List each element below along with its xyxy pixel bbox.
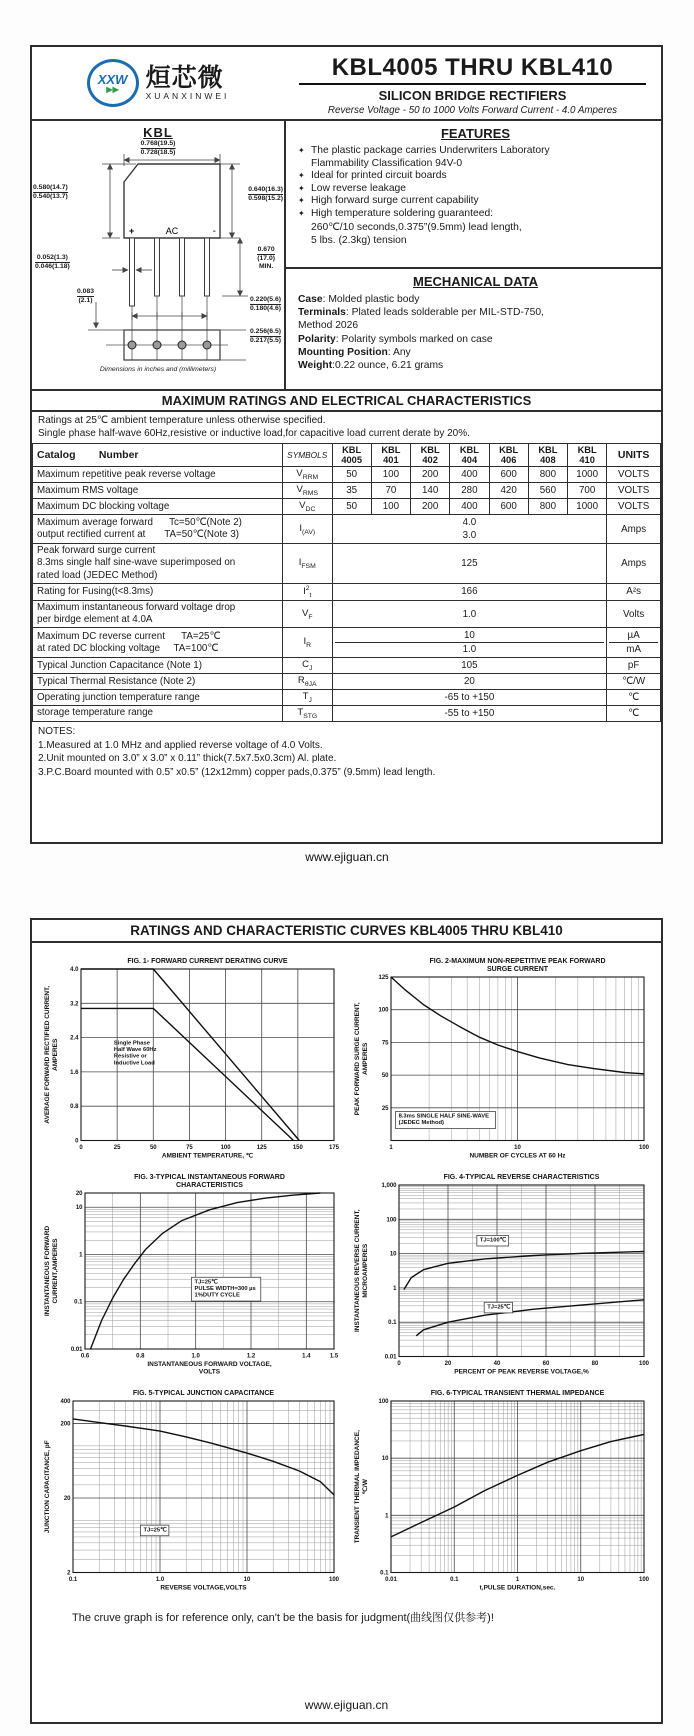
svg-text:75: 75 xyxy=(381,1040,389,1047)
fig1-chart xyxy=(40,951,346,1164)
svg-text:FIG. 6-TYPICAL TRANSIENT THERM: FIG. 6-TYPICAL TRANSIENT THERMAL IMPEDANCE xyxy=(430,1390,605,1397)
logo-monogram: XXW xyxy=(97,71,128,87)
device-column-header: KBL 4005 xyxy=(332,444,371,467)
symbol-cell: $V_{DC}$ xyxy=(282,499,332,515)
fig3-chart xyxy=(40,1167,346,1380)
feature-text: High temperature soldering guaranteed: xyxy=(311,207,494,219)
value-cell: 100 xyxy=(371,467,410,483)
units-cell: ℃ xyxy=(607,706,661,722)
fig2-figure xyxy=(350,951,658,1165)
series-line xyxy=(404,1252,644,1290)
mechanical-line: Mounting Position: Any xyxy=(298,346,411,358)
curves-box xyxy=(30,918,663,1724)
feature-bullet-icon: ✦ xyxy=(298,183,305,193)
mechanical-data-section xyxy=(286,267,661,389)
svg-text:1.0: 1.0 xyxy=(155,1577,165,1583)
svg-text:VOLTS: VOLTS xyxy=(198,1368,221,1376)
svg-text:0: 0 xyxy=(79,1145,83,1151)
table-row xyxy=(33,658,661,674)
value-cell: 800 xyxy=(528,499,567,515)
svg-text:1: 1 xyxy=(393,1285,397,1292)
svg-text:8.3ms SINGLE HALF SINE-WAVE: 8.3ms SINGLE HALF SINE-WAVE xyxy=(398,1113,489,1120)
units-header: UNITS xyxy=(607,444,661,467)
website-footer: www.ejiguan.cn xyxy=(305,850,389,864)
value-cell: 70 xyxy=(371,483,410,499)
parameter-cell: Maximum RMS voltage xyxy=(33,483,283,499)
svg-text:℃/W: ℃/W xyxy=(362,1479,369,1495)
svg-text:200: 200 xyxy=(60,1421,71,1428)
value-cell: 4.0 3.0 xyxy=(332,515,607,544)
svg-text:100: 100 xyxy=(638,1361,650,1367)
catalog-number-header: Catalog Number xyxy=(33,444,283,467)
svg-text:0.1: 0.1 xyxy=(450,1577,459,1583)
svg-text:100: 100 xyxy=(378,1007,389,1014)
svg-text:4.0: 4.0 xyxy=(70,967,79,973)
ratings-section-heading: MAXIMUM RATINGS AND ELECTRICAL CHARACTERISTICS xyxy=(32,389,661,412)
package-name: KBL xyxy=(143,125,173,140)
value-cell: 700 xyxy=(568,483,607,499)
brand-logo xyxy=(32,47,284,119)
svg-text:0.8: 0.8 xyxy=(136,1353,145,1360)
symbol-cell: $I_{FSM}$ xyxy=(282,544,332,584)
title-block xyxy=(284,47,661,119)
units-cell: Amps xyxy=(607,515,661,544)
value-cell: 105 xyxy=(332,658,607,674)
fig3-figure xyxy=(40,1167,348,1381)
svg-text:0.1: 0.1 xyxy=(74,1299,83,1306)
svg-text:1: 1 xyxy=(515,1577,520,1583)
svg-text:0: 0 xyxy=(75,1138,79,1145)
symbol-cell: $T_{STG}$ xyxy=(282,706,332,722)
svg-text:0.01: 0.01 xyxy=(384,1354,397,1361)
value-cell: 1000 xyxy=(568,499,607,515)
mechanical-line: Case: Molded plastic body xyxy=(298,294,420,305)
header xyxy=(32,47,661,121)
parameter-cell: Maximum DC reverse current TA=25℃ at rated DC blocking voltage TA=100℃ xyxy=(33,628,283,658)
svg-text:25: 25 xyxy=(381,1105,389,1112)
symbol-cell: $I^2_t$ xyxy=(282,583,332,600)
svg-text:1.6: 1.6 xyxy=(70,1069,79,1076)
lead-pin xyxy=(205,238,210,296)
soldering-detail-line: 5 lbs. (2.3kg) tension xyxy=(311,235,407,247)
parameter-cell: storage temperature range xyxy=(33,706,283,722)
svg-text:Single Phase: Single Phase xyxy=(113,1040,150,1047)
table-row xyxy=(33,600,661,627)
polarity-minus-marking: - xyxy=(212,226,216,237)
svg-text:SURGE CURRENT: SURGE CURRENT xyxy=(486,966,549,973)
symbols-header: SYMBOLS xyxy=(282,444,332,467)
fig5-figure xyxy=(40,1383,348,1597)
lead-pin xyxy=(155,238,160,296)
lead-pin xyxy=(130,238,135,306)
parameter-cell: Typical Thermal Resistance (Note 2) xyxy=(33,674,283,690)
value-cell: 50 xyxy=(332,467,371,483)
svg-text:1: 1 xyxy=(79,1252,83,1259)
value-cell: 140 xyxy=(411,483,450,499)
feature-text: Low reverse leakage xyxy=(311,182,407,194)
svg-text:1%DUTY CYCLE: 1%DUTY CYCLE xyxy=(194,1292,240,1299)
svg-text:100: 100 xyxy=(386,1217,397,1224)
fig4-chart xyxy=(350,1167,656,1380)
value-cell: 200 xyxy=(411,467,450,483)
datasheet-box xyxy=(30,45,663,844)
svg-text:MICROAMPERES: MICROAMPERES xyxy=(362,1243,369,1298)
svg-text:0.01: 0.01 xyxy=(70,1347,83,1353)
feature-bullet-icon: ✦ xyxy=(298,208,305,218)
svg-text:1.2: 1.2 xyxy=(246,1353,256,1360)
feature-bullet-icon: ✦ xyxy=(298,171,305,181)
svg-text:150: 150 xyxy=(292,1145,303,1151)
units-cell: A²s xyxy=(607,583,661,600)
parameter-cell: Operating junction temperature range xyxy=(33,690,283,706)
note-line: 2.Unit mounted on 3.0” x 3.0” x 0.11” thick(7.5x7.5x0.3cm) Al. plate. xyxy=(38,753,337,765)
svg-text:FIG. 3-TYPICAL INSTANTANEOUS F: FIG. 3-TYPICAL INSTANTANEOUS FORWARD xyxy=(134,1174,285,1181)
svg-text:CURRENT,AMPERES: CURRENT,AMPERES xyxy=(52,1238,59,1304)
feature-bullet-icon: ✦ xyxy=(298,146,305,155)
dim-label-lead-len: 0.670 (17.0) MIN. xyxy=(257,246,275,271)
curves-heading: RATINGS AND CHARACTERISTIC CURVES KBL4005 THRU KBL410 xyxy=(32,920,661,943)
symbol-cell: $V_F$ xyxy=(282,600,332,627)
svg-text:60: 60 xyxy=(542,1361,550,1367)
brand-name-en: XUANXINWEI xyxy=(145,91,230,102)
feature-item xyxy=(298,170,653,183)
svg-text:FIG. 4-TYPICAL REVERSE CHARACT: FIG. 4-TYPICAL REVERSE CHARACTERISTICS xyxy=(443,1174,600,1181)
svg-text:PEAK FORWARD SURGE CURRENT,: PEAK FORWARD SURGE CURRENT, xyxy=(354,1002,361,1116)
symbol-cell: $I_{(AV)}$ xyxy=(282,515,332,544)
package-drawing-svg xyxy=(32,140,284,362)
svg-text:10: 10 xyxy=(243,1577,251,1583)
title-divider xyxy=(299,83,646,85)
svg-text:t,PULSE DURATION,sec.: t,PULSE DURATION,sec. xyxy=(479,1584,556,1592)
svg-text:10: 10 xyxy=(389,1251,397,1258)
table-header-row xyxy=(33,444,661,467)
parameter-cell: Maximum repetitive peak reverse voltage xyxy=(33,467,283,483)
units-cell: VOLTS xyxy=(607,467,661,483)
soldering-detail-line: 260℃/10 seconds,0.375”(9.5mm) lead length, xyxy=(311,222,522,234)
svg-text:0: 0 xyxy=(397,1361,401,1367)
feature-item xyxy=(298,195,653,208)
note-line: 3.P.C.Board mounted with 0.5” x0.5” (12x12mm) copper pads,0.375” (9.5mm) lead length. xyxy=(38,766,436,778)
units-cell: ℃ xyxy=(607,690,661,706)
svg-text:1.4: 1.4 xyxy=(302,1353,311,1360)
mechanical-heading: MECHANICAL DATA xyxy=(413,274,538,289)
value-cell: 560 xyxy=(528,483,567,499)
value-cell: 420 xyxy=(489,483,528,499)
mechanical-line: Weight:0.22 ounce, 6.21 grams xyxy=(298,359,444,371)
svg-text:0.1: 0.1 xyxy=(68,1577,78,1583)
series-line xyxy=(73,1419,334,1495)
svg-text:10: 10 xyxy=(381,1456,389,1463)
value-cell: 400 xyxy=(450,499,489,515)
symbol-cell: $R_{\theta JA}$ xyxy=(282,674,332,690)
svg-text:1,000: 1,000 xyxy=(381,1183,397,1189)
svg-text:125: 125 xyxy=(256,1145,267,1151)
units-cell: VOLTS xyxy=(607,499,661,515)
polarity-plus-marking: + xyxy=(129,226,135,236)
features-list xyxy=(298,145,653,220)
svg-text:0.8: 0.8 xyxy=(70,1104,79,1111)
feature-item xyxy=(298,183,653,196)
ratings-tagline: Reverse Voltage - 50 to 1000 Volts Forward Current - 4.0 Amperes xyxy=(327,104,618,116)
logo-circle-icon xyxy=(87,59,139,107)
feature-text: High forward surge current capability xyxy=(311,195,479,207)
device-column-header: KBL 408 xyxy=(528,444,567,467)
right-column xyxy=(284,121,661,389)
polarity-ac-marking: AC xyxy=(165,226,179,236)
value-cell: 50 xyxy=(332,499,371,515)
fig2-chart xyxy=(350,951,656,1164)
svg-text:Resistive or: Resistive or xyxy=(113,1053,147,1060)
svg-text:CHARACTERISTICS: CHARACTERISTICS xyxy=(176,1182,243,1189)
fig5-chart xyxy=(40,1383,346,1596)
svg-text:10: 10 xyxy=(577,1577,585,1583)
features-section xyxy=(286,121,661,267)
svg-text:80: 80 xyxy=(591,1361,599,1367)
device-column-header: KBL 401 xyxy=(371,444,410,467)
logo-arrow-icon: ▶▶ xyxy=(106,84,119,94)
svg-text:75: 75 xyxy=(186,1145,193,1151)
dim-label-bottom: 0.256(6.5) 0.217(5.5) xyxy=(250,328,281,345)
svg-text:REVERSE VOLTAGE,VOLTS: REVERSE VOLTAGE,VOLTS xyxy=(160,1584,247,1592)
parameter-cell: Maximum average forward Tc=50℃(Note 2) output rectified current at TA=50℃(Note 3) xyxy=(33,515,283,544)
fig4-figure xyxy=(350,1167,658,1381)
value-cell: 280 xyxy=(450,483,489,499)
svg-text:FIG. 5-TYPICAL JUNCTION CAPACI: FIG. 5-TYPICAL JUNCTION CAPACITANCE xyxy=(132,1390,275,1397)
doc-subtitle: SILICON BRIDGE RECTIFIERS xyxy=(378,87,567,103)
symbol-cell: $I_R$ xyxy=(282,628,332,658)
note-line: NOTES: xyxy=(38,726,76,738)
svg-text:125: 125 xyxy=(378,975,389,981)
symbol-cell: $C_J$ xyxy=(282,658,332,674)
svg-text:0.6: 0.6 xyxy=(80,1353,90,1360)
svg-text:50: 50 xyxy=(381,1073,389,1080)
note-line: 1.Measured at 1.0 MHz and applied reverse voltage of 4.0 Volts. xyxy=(38,739,323,751)
device-column-header: KBL 406 xyxy=(489,444,528,467)
svg-text:Inductive Load: Inductive Load xyxy=(113,1060,155,1067)
svg-text:PULSE WIDTH=300 µs: PULSE WIDTH=300 µs xyxy=(194,1286,256,1293)
value-cell: 1.0 xyxy=(332,600,607,627)
table-row xyxy=(33,690,661,706)
value-cell: 600 xyxy=(489,467,528,483)
notes-block xyxy=(32,722,661,782)
svg-text:NUMBER OF CYCLES AT 60 Hz: NUMBER OF CYCLES AT 60 Hz xyxy=(469,1152,566,1160)
svg-text:400: 400 xyxy=(60,1399,71,1405)
device-column-header: KBL 404 xyxy=(450,444,489,467)
feature-item xyxy=(298,208,653,221)
logo-text xyxy=(146,65,230,101)
feature-text: Ideal for printed circuit boards xyxy=(311,170,447,182)
mechanical-line: Polarity: Polarity symbols marked on case xyxy=(298,333,493,345)
table-row xyxy=(33,499,661,515)
svg-text:40: 40 xyxy=(493,1361,501,1367)
part-number-title: KBL4005 THRU KBL410 xyxy=(331,53,614,81)
units-cell: Volts xyxy=(607,600,661,627)
value-cell: 600 xyxy=(489,499,528,515)
parameter-cell: Maximum DC blocking voltage xyxy=(33,499,283,515)
svg-text:INSTANTANEOUS FORWARD: INSTANTANEOUS FORWARD xyxy=(44,1225,51,1317)
mechanical-line: Terminals: Plated leads solderable per MIL-STD-750, xyxy=(298,307,544,319)
table-row xyxy=(33,467,661,483)
fig6-chart xyxy=(350,1383,656,1596)
parameter-cell: Rating for Fusing(t<8.3ms) xyxy=(33,583,283,600)
value-cell: 400 xyxy=(450,467,489,483)
ratings-condition-line: Ratings at 25℃ ambient temperature unless otherwise specified. xyxy=(38,415,326,426)
device-column-header: KBL 402 xyxy=(411,444,450,467)
dimensions-caption: Dimensions in inches and (millimeters) xyxy=(99,366,217,373)
svg-text:25: 25 xyxy=(113,1145,121,1151)
svg-text:TJ=25℃: TJ=25℃ xyxy=(487,1304,511,1311)
dim-label-lead-w: 0.052(1.3) 0.046(1.18) xyxy=(35,254,70,271)
series-line xyxy=(416,1300,644,1336)
dim-label-offset: 0.083 (2.1) xyxy=(77,288,95,305)
svg-text:100: 100 xyxy=(638,1577,650,1583)
device-column-header: KBL 410 xyxy=(568,444,607,467)
table-row xyxy=(33,674,661,690)
lead-pin xyxy=(180,238,185,296)
svg-text:10: 10 xyxy=(75,1205,83,1212)
value-cell: 10 1.0 xyxy=(332,628,607,658)
symbol-cell: $T_J$ xyxy=(282,690,332,706)
svg-text:50: 50 xyxy=(149,1145,157,1151)
units-cell: µA mA xyxy=(607,628,661,658)
svg-text:2.4: 2.4 xyxy=(70,1035,79,1042)
value-cell: 1000 xyxy=(568,467,607,483)
main-columns xyxy=(32,121,661,389)
svg-text:Half Wave 60Hz: Half Wave 60Hz xyxy=(113,1047,157,1054)
svg-text:TJ=100℃: TJ=100℃ xyxy=(479,1237,507,1244)
fig1-figure xyxy=(40,951,348,1165)
features-heading: FEATURES xyxy=(440,126,511,141)
svg-text:AVERAGE FORWARD RECTIFIED CURR: AVERAGE FORWARD RECTIFIED CURRENT, xyxy=(44,985,51,1124)
svg-text:1: 1 xyxy=(385,1513,389,1520)
svg-text:1: 1 xyxy=(389,1145,393,1151)
series-line xyxy=(91,1193,321,1349)
dim-label-right: 0.640(16.3) 0.598(15.2) xyxy=(248,186,283,203)
units-cell: VOLTS xyxy=(607,483,661,499)
svg-text:100: 100 xyxy=(378,1399,389,1405)
svg-text:3.2: 3.2 xyxy=(70,1001,79,1008)
svg-text:10: 10 xyxy=(514,1145,521,1151)
feature-text: The plastic package carries Underwriters Laboratory Flammability Classification 94V-0 xyxy=(311,145,550,169)
value-cell: 20 xyxy=(332,674,607,690)
svg-text:(JEDEC Method): (JEDEC Method) xyxy=(398,1120,445,1127)
svg-text:175: 175 xyxy=(328,1145,340,1151)
website-footer: www.ejiguan.cn xyxy=(304,1698,389,1712)
svg-text:100: 100 xyxy=(328,1577,340,1583)
package-column xyxy=(32,121,284,389)
value-cell: 800 xyxy=(528,467,567,483)
svg-text:AMPERES: AMPERES xyxy=(362,1042,369,1075)
svg-text:AMPERES: AMPERES xyxy=(52,1038,59,1071)
parameter-cell: Peak forward surge current 8.3ms single half sine-wave superimposed on rated load (JEDEC Method) xyxy=(33,544,283,584)
parameter-cell: Maximum instantaneous forward voltage drop per birdge element at 4.0A xyxy=(33,600,283,627)
brand-name-cn: 烜芯微 xyxy=(145,63,224,92)
svg-text:TRANSIENT THERMAL IMPEDANCE,: TRANSIENT THERMAL IMPEDANCE, xyxy=(354,1430,361,1544)
svg-text:20: 20 xyxy=(63,1495,71,1502)
value-cell: 166 xyxy=(332,583,607,600)
mechanical-lines xyxy=(298,293,653,372)
table-row xyxy=(33,628,661,658)
svg-text:PERCENT OF PEAK REVERSE VOLTAG: PERCENT OF PEAK REVERSE VOLTAGE,% xyxy=(454,1368,589,1376)
svg-text:TJ=25℃: TJ=25℃ xyxy=(194,1279,218,1286)
svg-text:JUNCTION CAPACITANCE, pF: JUNCTION CAPACITANCE, pF xyxy=(44,1440,51,1534)
table-row xyxy=(33,515,661,544)
svg-text:1.5: 1.5 xyxy=(329,1353,339,1360)
soldering-details xyxy=(311,222,653,248)
feature-bullet-icon: ✦ xyxy=(298,196,305,206)
dim-label-left: 0.580(14.7) 0.540(13.7) xyxy=(33,184,68,201)
svg-text:FIG. 2-MAXIMUM NON-REPETITIVE: FIG. 2-MAXIMUM NON-REPETITIVE PEAK FORWARD xyxy=(429,958,606,965)
fig6-figure xyxy=(350,1383,658,1597)
mechanical-line: Method 2026 xyxy=(298,320,359,332)
value-cell: -65 to +150 xyxy=(332,690,607,706)
svg-text:20: 20 xyxy=(75,1191,83,1197)
ratings-table xyxy=(32,443,661,722)
parameter-cell: Typical Junction Capacitance (Note 1) xyxy=(33,658,283,674)
svg-text:1.0: 1.0 xyxy=(191,1353,200,1360)
svg-text:0.1: 0.1 xyxy=(380,1570,389,1577)
table-row xyxy=(33,706,661,722)
table-row xyxy=(33,483,661,499)
svg-text:0.01: 0.01 xyxy=(385,1577,397,1583)
reference-disclaimer: The cruve graph is for reference only, can't be the basis for judgment(曲线图仅供参考)! xyxy=(72,1612,494,1624)
value-cell: -55 to +150 xyxy=(332,706,607,722)
svg-text:100: 100 xyxy=(220,1145,231,1151)
units-cell: pF xyxy=(607,658,661,674)
ratings-conditions xyxy=(32,412,661,443)
svg-text:TJ=25℃: TJ=25℃ xyxy=(143,1527,167,1534)
table-row xyxy=(33,544,661,584)
package-outline-drawing xyxy=(32,140,284,364)
units-cell: ℃/W xyxy=(607,674,661,690)
value-cell: 35 xyxy=(332,483,371,499)
dim-label-pitch: 0.220(5.6) 0.180(4.6) xyxy=(250,296,281,313)
svg-text:0.1: 0.1 xyxy=(388,1320,397,1327)
symbol-cell: $V_{RRM}$ xyxy=(282,467,332,483)
svg-text:AMBIENT TEMPERATURE, ℃: AMBIENT TEMPERATURE, ℃ xyxy=(161,1152,254,1160)
svg-text:20: 20 xyxy=(444,1361,452,1367)
dim-label-top: 0.768(19.5) 0.728(18.5) xyxy=(140,140,176,157)
svg-text:FIG. 1- FORWARD CURRENT DERATI: FIG. 1- FORWARD CURRENT DERATING CURVE xyxy=(127,958,288,965)
feature-item xyxy=(298,145,653,170)
svg-text:100: 100 xyxy=(638,1145,650,1151)
svg-text:INSTANTANEOUS FORWARD VOLTAGE,: INSTANTANEOUS FORWARD VOLTAGE, xyxy=(147,1361,272,1368)
characteristic-curves-grid xyxy=(32,943,661,1597)
table-row xyxy=(33,583,661,600)
svg-text:INSTANTANEOUS REVERSE CURRENT,: INSTANTANEOUS REVERSE CURRENT, xyxy=(354,1209,361,1333)
symbol-cell: $V_{RMS}$ xyxy=(282,483,332,499)
svg-text:2: 2 xyxy=(67,1570,71,1577)
units-cell: Amps xyxy=(607,544,661,584)
value-cell: 125 xyxy=(332,544,607,584)
value-cell: 200 xyxy=(411,499,450,515)
ratings-condition-line: Single phase half-wave 60Hz,resistive or inductive load,for capacitive load current derate by 20%. xyxy=(38,428,470,439)
value-cell: 100 xyxy=(371,499,410,515)
